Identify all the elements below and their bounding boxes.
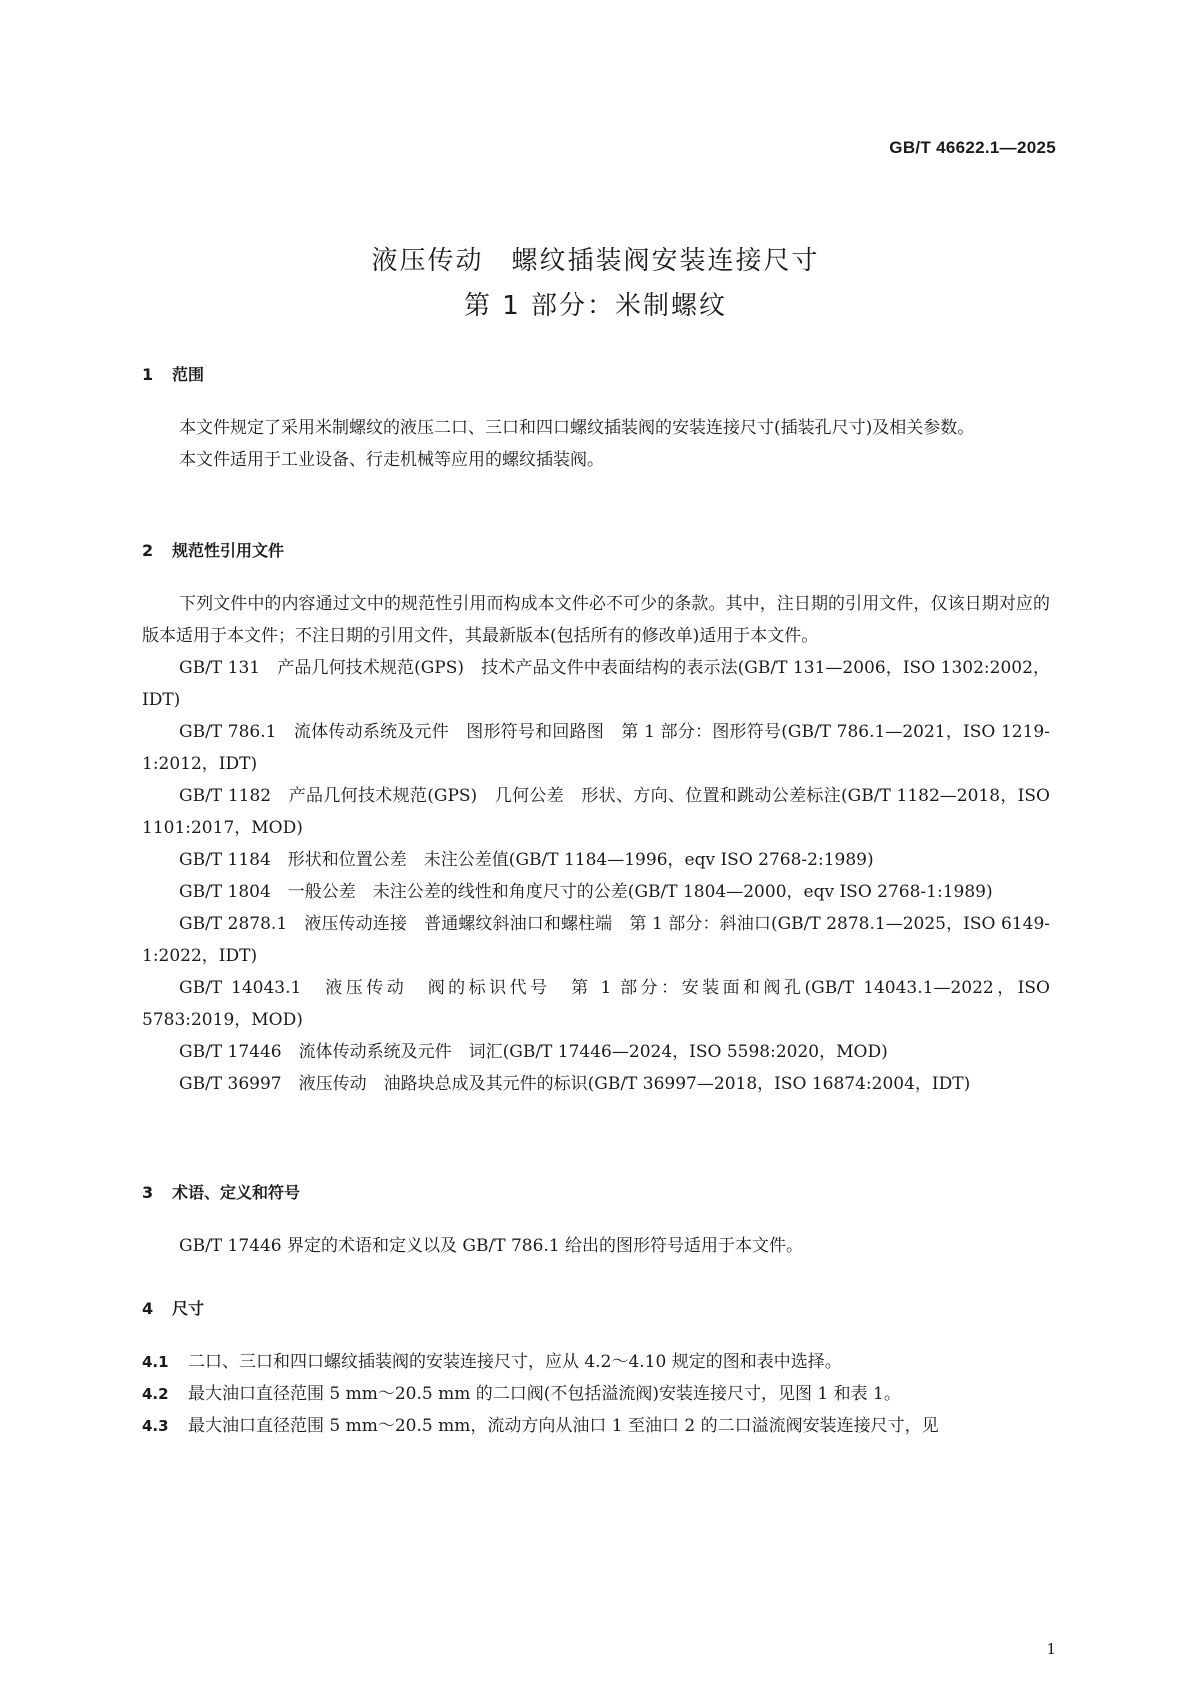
- section-2-heading: [142, 538, 284, 561]
- section-1-body: [142, 412, 1050, 476]
- clause-text: 最大油口直径范围 5 mm～20.5 mm 的二口阀(不包括溢流阀)安装连接尺寸，见图 1 和表 1。: [188, 1384, 901, 1404]
- section-title: 范围: [172, 365, 205, 384]
- section-3-heading: [142, 1180, 300, 1203]
- clause-number: 4.1: [142, 1353, 169, 1371]
- clause-text: 二口、三口和四口螺纹插装阀的安装连接尺寸，应从 4.2～4.10 规定的图和表中选择。: [188, 1352, 842, 1372]
- clause-number: 4.2: [142, 1385, 169, 1403]
- section-title: 规范性引用文件: [172, 541, 285, 560]
- reference-item: GB/T 131 产品几何技术规范(GPS) 技术产品文件中表面结构的表示法(GB/T 131—2006，ISO 1302:2002，IDT): [142, 658, 1050, 710]
- clause-4-1: [142, 1346, 1050, 1378]
- clause-number: 4.3: [142, 1417, 169, 1435]
- section-2-body: [142, 588, 1050, 1100]
- reference-item: GB/T 786.1 流体传动系统及元件 图形符号和回路图 第 1 部分：图形符号(GB/T 786.1—2021，ISO 1219-1:2012，IDT): [142, 722, 1050, 774]
- paragraph: 本文件适用于工业设备、行走机械等应用的螺纹插装阀。: [179, 450, 604, 470]
- reference-item: GB/T 17446 流体传动系统及元件 词汇(GB/T 17446—2024，ISO 5598:2020，MOD): [179, 1042, 888, 1062]
- paragraph: GB/T 17446 界定的术语和定义以及 GB/T 786.1 给出的图形符号适用于本文件。: [179, 1236, 804, 1256]
- section-title: 尺寸: [172, 1299, 205, 1318]
- section-number: 1: [142, 365, 154, 384]
- section-1-heading: [142, 362, 204, 385]
- clause-text: 最大油口直径范围 5 mm～20.5 mm，流动方向从油口 1 至油口 2 的二口溢流阀安装连接尺寸，见: [188, 1416, 939, 1436]
- reference-item: GB/T 14043.1 液压传动 阀的标识代号 第 1 部分：安装面和阀孔(GB/T 14043.1—2022，ISO 5783:2019，MOD): [142, 978, 1050, 1030]
- section-number: 3: [142, 1183, 154, 1202]
- reference-item: GB/T 1804 一般公差 未注公差的线性和角度尺寸的公差(GB/T 1804—2000，eqv ISO 2768-1:1989): [179, 882, 993, 902]
- standard-code: GB/T 46622.1—2025: [889, 138, 1056, 157]
- reference-item: GB/T 1182 产品几何技术规范(GPS) 几何公差 形状、方向、位置和跳动公差标注(GB/T 1182—2018，ISO 1101:2017，MOD): [142, 786, 1050, 838]
- document-title-line-1: 液压传动 螺纹插装阀安装连接尺寸: [371, 246, 820, 276]
- section-title: 术语、定义和符号: [172, 1183, 301, 1202]
- page-number: 1: [1046, 1640, 1056, 1658]
- clause-4-3: [142, 1410, 1050, 1442]
- clause-4-2: [142, 1378, 1050, 1410]
- paragraph: 下列文件中的内容通过文中的规范性引用而构成本文件必不可少的条款。其中，注日期的引用文件，仅该日期对应的版本适用于本文件；不注日期的引用文件，其最新版本(包括所有的修改单)适用于本文件。: [142, 594, 1050, 646]
- document-title-line-2: 第 1 部分：米制螺纹: [463, 291, 728, 321]
- section-3-body: [142, 1230, 1050, 1262]
- reference-item: GB/T 1184 形状和位置公差 未注公差值(GB/T 1184—1996，eqv ISO 2768-2:1989): [179, 850, 874, 870]
- section-4-heading: [142, 1296, 204, 1319]
- reference-item: GB/T 2878.1 液压传动连接 普通螺纹斜油口和螺柱端 第 1 部分：斜油口(GB/T 2878.1—2025，ISO 6149-1:2022，IDT): [142, 914, 1050, 966]
- section-number: 4: [142, 1299, 154, 1318]
- paragraph: 本文件规定了采用米制螺纹的液压二口、三口和四口螺纹插装阀的安装连接尺寸(插装孔尺寸)及相关参数。: [179, 418, 975, 438]
- section-number: 2: [142, 541, 154, 560]
- reference-item: GB/T 36997 液压传动 油路块总成及其元件的标识(GB/T 36997—2018，ISO 16874:2004，IDT): [179, 1074, 971, 1094]
